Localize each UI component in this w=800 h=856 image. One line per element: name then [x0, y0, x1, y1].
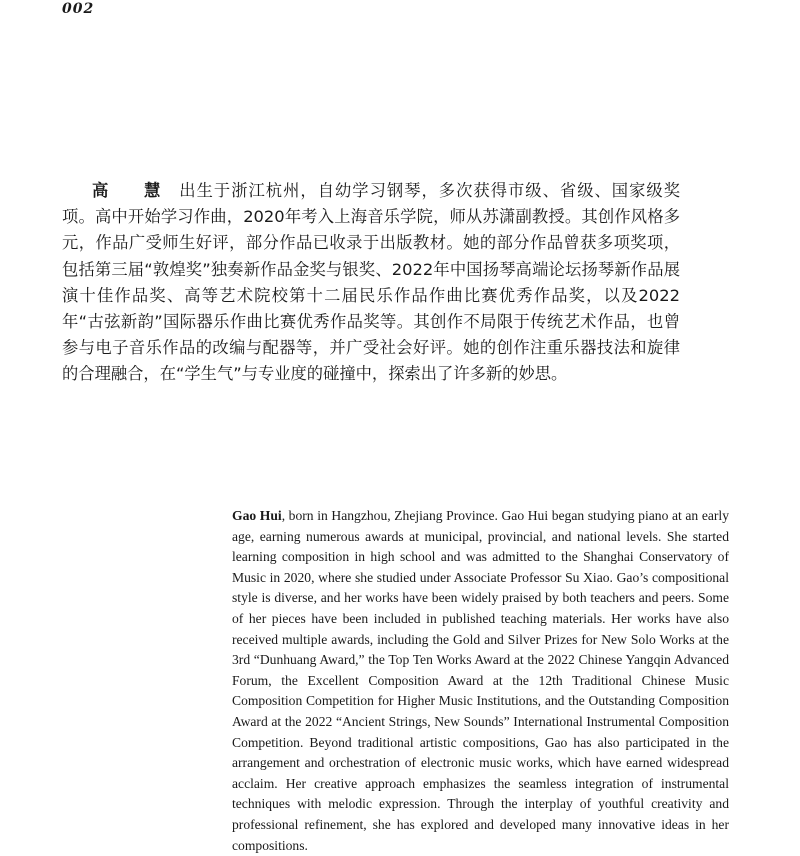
- english-biography-text: , born in Hangzhou, Zhejiang Province. Gao Hui began studying piano at an early age, earning numerous awards at municipal, provincial, and national levels. She started learning composition in high school and was admitted to the Shanghai Conservatory of Music in 2020, where she studied under Associate Professor Su Xiao. Gao’s compositional style is diverse, and her works have been widely praised by both teachers and peers. Some of her pieces have been included in published teaching materials. Her works have also received multiple awards, including the Gold and Silver Prizes for New Solo Works at the 3rd “Dunhuang Award,” the Top Ten Works Award at the 2022 Chinese Yangqin Advanced Forum, the Excellent Composition Award at the 12th Traditional Chinese Music Composition Competition for Higher Music Institutions, and the Outstanding Composition Award at the 2022 “Ancient Strings, New Sounds” International Instrumental Composition Competition. Beyond traditional artistic compositions, Gao has also participated in the arrangement and orchestration of electronic music works, which have earned widespread acclaim. Her creative approach emphasizes the seamless integration of instrumental techniques with melodic expression. Through the interplay of youthful creativity and professional refinement, she has explored and developed many innovative ideas in her compositions.: [232, 508, 729, 853]
- english-biography: [232, 506, 729, 856]
- english-name: Gao Hui: [232, 508, 282, 523]
- chinese-biography-text: 出生于浙江杭州，自幼学习钢琴，多次获得市级、省级、国家级奖项。高中开始学习作曲，2020年考入上海音乐学院，师从苏潇副教授。其创作风格多元，作品广受师生好评，部分作品已收录于出版教材。她的部分作品曾获多项奖项，包括第三届“敦煌奖”独奏新作品金奖与银奖、2022年中国扬琴高端论坛扬琴新作品展演十佳作品奖、高等艺术院校第十二届民乐作品作曲比赛优秀作品奖，以及2022年“古弦新韵”国际器乐作曲比赛优秀作品奖等。其创作不局限于传统艺术作品，也曾参与电子音乐作品的改编与配器等，并广受社会好评。她的创作注重乐器技法和旋律的合理融合，在“学生气”与专业度的碰撞中，探索出了许多新的妙思。: [62, 181, 680, 384]
- chinese-name: 高 慧: [92, 181, 176, 200]
- page-number: 002: [62, 1, 95, 17]
- chinese-biography: [62, 178, 680, 388]
